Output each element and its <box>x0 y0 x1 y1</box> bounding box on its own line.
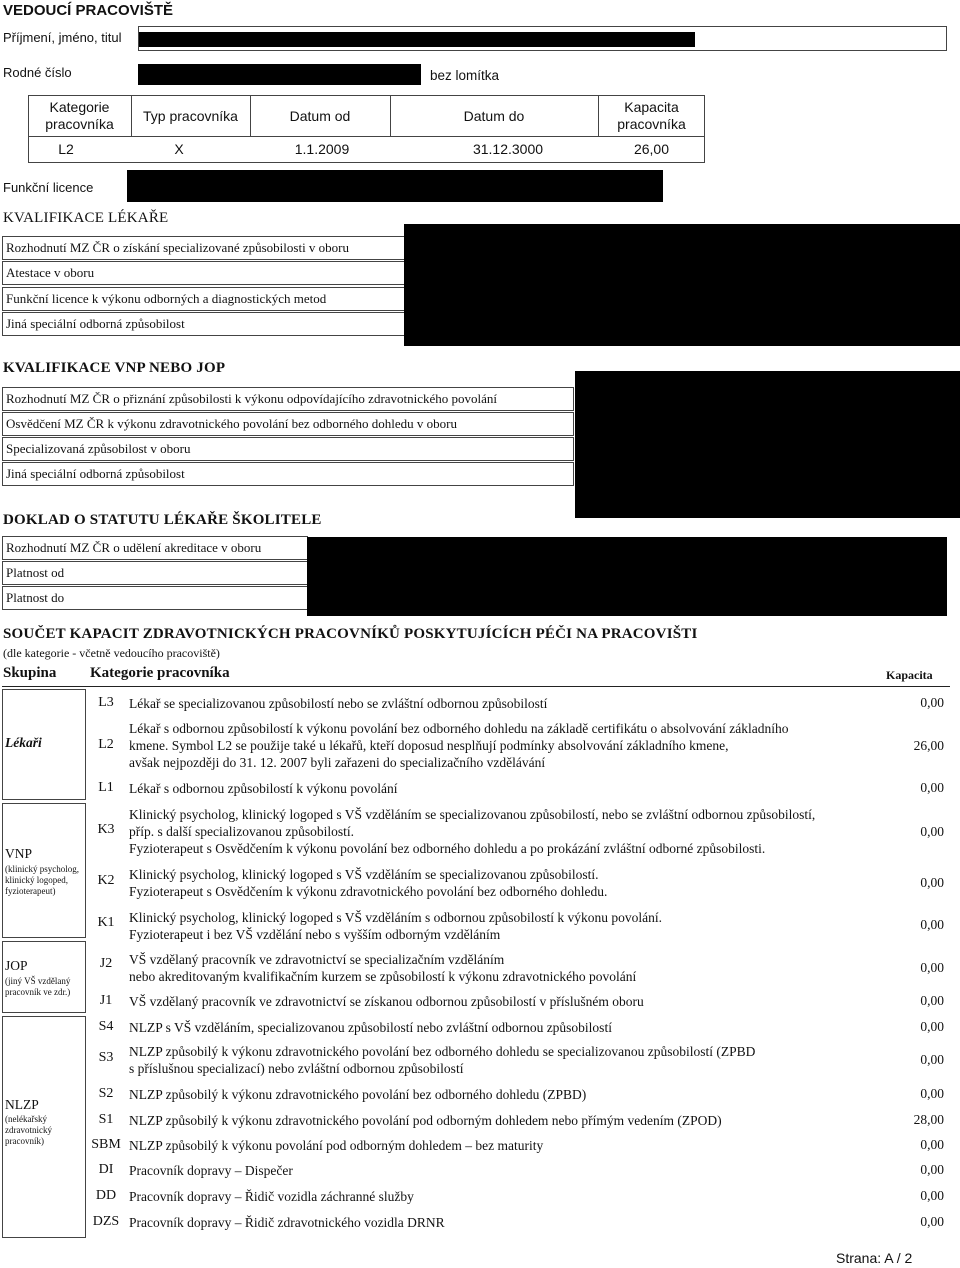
category-description: NLZP s VŠ vzděláním, specializovanou způsobilostí nebo zvláštní odbornou způsobilostí <box>129 1020 612 1035</box>
functional-license-label: Funkční licence <box>3 180 94 195</box>
category-description: Pracovník dopravy – Řidič vozidla záchranné služby <box>129 1189 414 1204</box>
vnp-qual-row: Jiná speciální odborná způsobilost <box>2 462 574 486</box>
category-description: VŠ vzdělaný pracovník ve zdravotnictví se specializačním vzděláním nebo akreditovaným kvalifikačním kurzem se způsobilostí k výkonu zdravotnického povolání <box>129 952 637 984</box>
group-jop-note: (jiný VŠ vzdělaný pracovník ve zdr.) <box>5 976 71 997</box>
worker-header-type: Typ pracovníka <box>143 107 238 124</box>
category-code: K3 <box>97 822 115 837</box>
worker-capacity-value: 26,00 <box>633 141 670 157</box>
category-capacity: 0,00 <box>920 960 944 975</box>
vnp-qual-row: Specializovaná způsobilost v oboru <box>2 437 574 461</box>
worker-header-date-to: Datum do <box>463 107 525 124</box>
category-description: VŠ vzdělaný pracovník ve zdravotnictví se získanou odbornou způsobilostí v příslušném oboru <box>129 994 644 1009</box>
doctor-qualification-redaction <box>404 224 960 346</box>
category-code: L1 <box>98 780 114 795</box>
category-description: Pracovník dopravy – Dispečer <box>129 1163 293 1178</box>
group-lekari: Lékaři <box>5 735 42 750</box>
trainer-row: Platnost do <box>2 586 308 610</box>
category-capacity: 0,00 <box>920 695 944 710</box>
doctor-qual-row: Atestace v oboru <box>2 261 406 285</box>
functional-license-redaction <box>127 170 663 202</box>
doctor-qual-row: Rozhodnutí MZ ČR o získání specializované způsobilosti v oboru <box>2 236 406 260</box>
vnp-qualification-redaction <box>575 371 960 518</box>
category-code: S1 <box>98 1112 114 1127</box>
trainer-row: Rozhodnutí MZ ČR o udělení akreditace v oboru <box>2 536 308 560</box>
category-capacity: 0,00 <box>920 824 944 839</box>
name-redaction <box>139 32 695 47</box>
worker-header-category: Kategorie pracovníka <box>45 99 114 132</box>
vnp-qual-row: Rozhodnutí MZ ČR o přiznání způsobilosti k výkonu odpovídajícího zdravotnického povolání <box>2 387 574 411</box>
category-code: L2 <box>98 737 114 752</box>
category-code: K1 <box>97 915 115 930</box>
category-description: Lékař s odbornou způsobilostí k výkonu povolání bez odborného dohledu na základě certifikátu o absolvování základního kmene. Symbol L2 se použije také u lékařů, kteří doposud nesplňují podmínky absolvování základního kmene, avšak nejpozději do 31. 12. 2007 byli zařazeni do specializačního vzdělávání <box>129 721 789 770</box>
category-code: L3 <box>98 695 114 710</box>
category-code: J1 <box>99 993 113 1008</box>
capacity-header-rule <box>2 686 950 687</box>
worker-header-date-from: Datum od <box>289 107 351 124</box>
worker-header-capacity: Kapacita pracovníka <box>617 99 686 132</box>
category-code: DI <box>98 1162 114 1177</box>
column-header-category: Kategorie pracovníka <box>90 665 230 681</box>
category-description: NLZP způsobilý k výkonu zdravotnického povolání bez odborného dohledu (ZPBD) <box>129 1087 587 1102</box>
column-header-group: Skupina <box>3 665 57 681</box>
category-code: J2 <box>99 956 113 971</box>
doctor-qualification-title: KVALIFIKACE LÉKAŘE <box>3 210 169 226</box>
category-capacity: 0,00 <box>920 1086 944 1101</box>
category-description: Klinický psycholog, klinický logoped s VŠ vzděláním s odbornou způsobilostí k výkonu povolání. Fyzioterapeut i bez VŠ vzdělání nebo s vyšším odborným vzděláním <box>129 910 662 942</box>
name-label: Příjmení, jméno, titul <box>3 30 122 45</box>
category-capacity: 0,00 <box>920 993 944 1008</box>
category-code: SBM <box>91 1137 121 1152</box>
worker-type-value: X <box>174 141 184 157</box>
category-description: Lékař se specializovanou způsobilostí nebo se zvláštní odbornou způsobilostí <box>129 696 548 711</box>
group-nlzp: NLZP <box>5 1097 39 1112</box>
category-capacity: 0,00 <box>920 780 944 795</box>
category-capacity: 28,00 <box>913 1112 944 1127</box>
category-capacity: 0,00 <box>920 1052 944 1067</box>
category-code: S2 <box>98 1086 114 1101</box>
birth-number-redaction[interactable] <box>138 64 421 85</box>
doctor-qual-row: Jiná speciální odborná způsobilost <box>2 312 406 336</box>
trainer-redaction <box>307 537 947 616</box>
birth-number-note: bez lomítka <box>430 68 500 83</box>
birth-number-label: Rodné číslo <box>3 65 72 80</box>
page-title: VEDOUCÍ PRACOVIŠTĚ <box>3 2 174 19</box>
category-description: NLZP způsobilý k výkonu povolání pod odborným dohledem – bez maturity <box>129 1138 544 1153</box>
category-capacity: 0,00 <box>920 875 944 890</box>
category-code: DZS <box>92 1214 120 1229</box>
category-description: NLZP způsobilý k výkonu zdravotnického povolání pod odborným dohledem nebo přímým vedením (ZPOD) <box>129 1113 722 1128</box>
page-number: Strana: A / 2 <box>836 1250 913 1266</box>
category-capacity: 0,00 <box>920 1188 944 1203</box>
category-description: Pracovník dopravy – Řidič zdravotnického vozidla DRNR <box>129 1215 445 1230</box>
group-jop: JOP <box>5 958 28 973</box>
vnp-qual-row: Osvědčení MZ ČR k výkonu zdravotnického povolání bez odborného dohledu v oboru <box>2 412 574 436</box>
category-description: Klinický psycholog, klinický logoped s VŠ vzděláním se specializovanou způsobilostí, nebo se zvláštní odbornou způsobilostí, příp. s další specializovanou způsobilostí. Fyzioterapeut s Osvědčením k výkonu povolání bez odborného dohledu a po prokázání zvláštní odborné způsobilosti. <box>129 807 816 856</box>
group-vnp-note: (klinický psycholog, klinický logoped, fyzioterapeut) <box>5 864 79 896</box>
column-header-capacity: Kapacita <box>886 668 933 682</box>
category-code: DD <box>95 1188 117 1203</box>
category-description: NLZP způsobilý k výkonu zdravotnického povolání bez odborného dohledu se specializovanou způsobilostí (ZPBD s příslušnou specializací) nebo zvláštní odbornou způsobilostí <box>129 1044 756 1076</box>
vnp-qualification-title: KVALIFIKACE VNP NEBO JOP <box>3 360 226 376</box>
category-capacity: 0,00 <box>920 917 944 932</box>
trainer-status-title: DOKLAD O STATUTU LÉKAŘE ŠKOLITELE <box>3 512 322 528</box>
worker-category-value: L2 <box>58 141 74 157</box>
category-capacity: 0,00 <box>920 1214 944 1229</box>
category-capacity: 0,00 <box>920 1137 944 1152</box>
group-vnp: VNP <box>5 846 33 861</box>
trainer-row: Platnost od <box>2 561 308 585</box>
category-description: Klinický psycholog, klinický logoped s VŠ vzděláním se specializovanou způsobilostí. Fyzioterapeut s Osvědčením k výkonu zdravotnického povolání bez odborného dohledu. <box>129 867 608 899</box>
category-code: S3 <box>98 1050 114 1065</box>
category-capacity: 26,00 <box>913 738 944 753</box>
category-code: S4 <box>98 1019 114 1034</box>
category-code: K2 <box>97 873 115 888</box>
doctor-qual-row: Funkční licence k výkonu odborných a diagnostických metod <box>2 287 406 311</box>
worker-date-to-value: 31.12.3000 <box>472 141 544 157</box>
category-description: Lékař s odbornou způsobilostí k výkonu povolání <box>129 781 398 796</box>
group-nlzp-note: (nelékařský zdravotnický pracovník) <box>5 1114 52 1146</box>
capacity-sum-subtitle: (dle kategorie - včetně vedoucího pracoviště) <box>3 646 220 660</box>
category-capacity: 0,00 <box>920 1019 944 1034</box>
worker-date-from-value: 1.1.2009 <box>294 141 350 157</box>
category-capacity: 0,00 <box>920 1162 944 1177</box>
capacity-sum-title: SOUČET KAPACIT ZDRAVOTNICKÝCH PRACOVNÍKŮ POSKYTUJÍCÍCH PÉČI NA PRACOVIŠTI <box>3 626 698 642</box>
